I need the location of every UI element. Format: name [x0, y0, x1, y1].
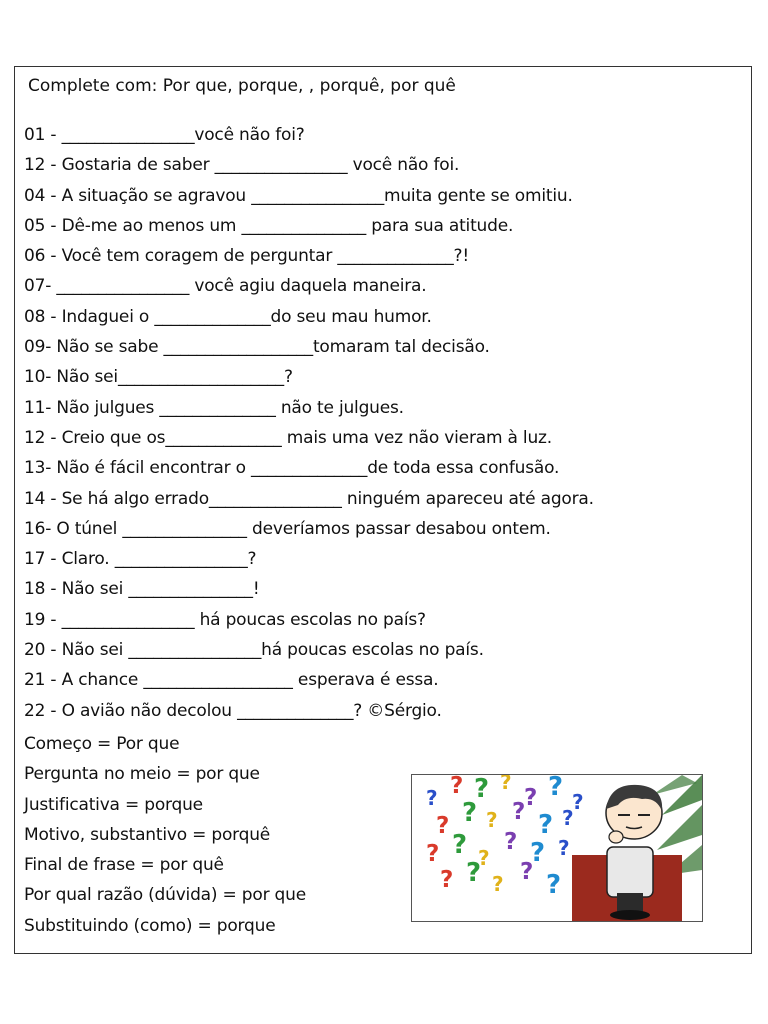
question-mark-icon: ? — [524, 785, 538, 811]
question-mark-icon: ? — [486, 808, 498, 832]
question-mark-icon: ? — [426, 841, 440, 867]
question-mark-icon: ? — [504, 829, 518, 855]
boy-body — [607, 847, 653, 897]
question-mark-icon: ? — [478, 846, 490, 870]
question-mark-icon: ? — [512, 799, 526, 825]
exercise-line: 12 - Gostaria de saber ________________ você não foi. — [24, 155, 460, 176]
question-mark-icon: ? — [436, 813, 450, 839]
rule-line: Justificativa = porque — [24, 794, 203, 815]
rule-line: Começo = Por que — [24, 734, 180, 754]
question-mark-icon: ? — [520, 859, 534, 885]
question-mark-icon: ? — [440, 867, 454, 893]
question-marks-group — [426, 775, 590, 900]
rule-line: Motivo, substantivo = porquê — [24, 824, 271, 845]
exercise-line: 04 - A situação se agravou ________________muita gente se omitiu. — [24, 185, 573, 206]
question-mark-icon: ? — [546, 870, 562, 900]
exercise-line: 12 - Creio que os______________ mais uma vez não vieram à luz. — [24, 427, 552, 448]
question-mark-icon: ? — [500, 775, 512, 794]
question-mark-icon: ? — [466, 858, 482, 888]
exercise-line: 21 - A chance __________________ esperava é essa. — [24, 670, 439, 691]
rule-line: Substituindo (como) = porque — [24, 915, 276, 936]
rule-line: Por qual razão (dúvida) = por que — [24, 885, 306, 906]
exercise-line: 01 - ________________você não foi? — [24, 125, 305, 145]
question-mark-icon: ? — [462, 798, 478, 828]
exercise-line: 09- Não se sabe __________________tomaram tal decisão. — [24, 337, 490, 358]
question-mark-icon: ? — [562, 806, 574, 830]
exercise-line: 05 - Dê-me ao menos um _______________ para sua atitude. — [24, 215, 514, 236]
exercise-line: 14 - Se há algo errado________________ ninguém apareceu até agora. — [24, 488, 594, 509]
exercise-list — [24, 120, 739, 726]
question-mark-icon: ? — [538, 810, 554, 840]
boy-hand — [609, 831, 623, 843]
question-mark-icon: ? — [474, 775, 490, 804]
thinking-boy-illustration — [411, 774, 703, 922]
exercise-line: 18 - Não sei _______________! — [24, 579, 260, 600]
exercise-line: 19 - ________________ há poucas escolas no país? — [24, 609, 426, 630]
exercise-line: 07- ________________ você agiu daquela maneira. — [24, 276, 427, 297]
question-mark-icon: ? — [426, 786, 438, 810]
question-mark-icon: ? — [530, 838, 546, 868]
question-mark-icon: ? — [492, 872, 504, 896]
exercise-line: 06 - Você tem coragem de perguntar ______________?! — [24, 246, 469, 267]
boy-shoes — [610, 910, 650, 920]
exercise-line: 17 - Claro. ________________? — [24, 549, 257, 570]
leaf-shape — [657, 805, 702, 850]
question-mark-icon: ? — [548, 775, 564, 802]
exercise-line: 13- Não é fácil encontrar o ______________de toda essa confusão. — [24, 458, 560, 479]
exercise-line: 11- Não julgues ______________ não te julgues. — [24, 397, 404, 418]
question-mark-icon: ? — [452, 830, 468, 860]
exercise-line: 20 - Não sei ________________há poucas escolas no país. — [24, 640, 484, 661]
rule-line: Pergunta no meio = por que — [24, 764, 260, 785]
instruction-heading: Complete com: Por que, porque, , porquê, por quê — [28, 76, 456, 96]
exercise-line: 08 - Indaguei o ______________do seu mau humor. — [24, 306, 432, 327]
question-mark-icon: ? — [558, 836, 570, 860]
exercise-line: 16- O túnel _______________ deveríamos passar desabou ontem. — [24, 518, 551, 539]
rule-line: Final de frase = por quê — [24, 855, 224, 876]
rules-list — [24, 729, 306, 941]
exercise-line: 22 - O avião não decolou ______________? ©Sérgio. — [24, 700, 442, 721]
exercise-line: 10- Não sei____________________? — [24, 367, 293, 388]
question-mark-icon: ? — [450, 775, 464, 799]
question-mark-icon: ? — [572, 790, 584, 814]
